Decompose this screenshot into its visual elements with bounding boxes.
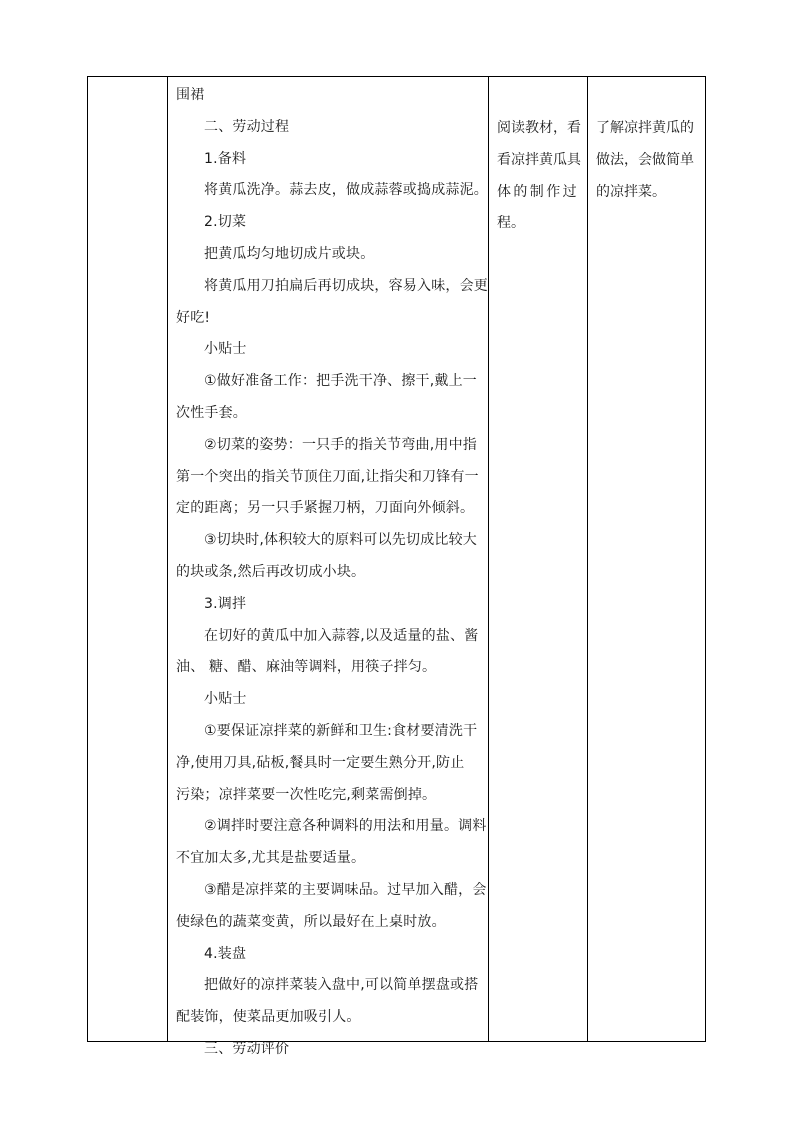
student-activity-cell [489, 77, 588, 1041]
process-line: 次性手套。 [176, 404, 247, 421]
process-line: 将黄瓜洗净。蒜去皮，做成蒜蓉或捣成蒜泥。 [204, 182, 488, 199]
design-intent-line: 了解凉拌黄瓜的 [596, 120, 694, 136]
process-line: 将黄瓜用刀拍扁后再切成块，容易入味，会更 [204, 277, 488, 294]
student-activity-line: 体的制作过 [497, 183, 579, 200]
process-line: ①要保证凉拌菜的新鲜和卫生:食材要清洗干 [204, 722, 478, 739]
process-line: 配装饰，使菜品更加吸引人。 [176, 1009, 361, 1026]
process-line: 把黄瓜均匀地切成片或块。 [204, 245, 375, 262]
step-heading: 3.调拌 [204, 595, 247, 612]
labor-process-cell [168, 77, 489, 1057]
process-line: ②切菜的姿势：一只手的指关节弯曲,用中指 [204, 436, 477, 453]
empty-first-column-cell [88, 77, 167, 1041]
student-activity-line: 程。 [497, 215, 525, 232]
student-activity-line: 看凉拌黄瓜具 [497, 151, 581, 168]
process-line: 定的距离；另一只手紧握刀柄，刀面向外倾斜。 [176, 500, 475, 517]
process-line: 使绿色的蔬菜变黄，所以最好在上桌时放。 [176, 913, 446, 930]
process-line: 油、 糖、醋、麻油等调料，用筷子拌匀。 [176, 659, 437, 676]
process-line: 第一个突出的指关节顶住刀面,让指尖和刀锋有一 [176, 468, 479, 485]
process-line: 好吃! [176, 309, 211, 326]
process-line: 把做好的凉拌菜装入盘中,可以简单摆盘或搭 [204, 977, 479, 994]
student-activity-line: 阅读教材，看 [497, 120, 581, 136]
process-line: 净,使用刀具,砧板,餐具时一定要生熟分开,防止 [176, 754, 465, 771]
process-line: 在切好的黄瓜中加入蒜蓉,以及适量的盐、酱 [204, 627, 479, 644]
tip-heading: 小贴士 [204, 691, 247, 708]
tip-heading: 小贴士 [204, 341, 247, 358]
process-line: 污染；凉拌菜要一次性吃完,剩菜需倒掉。 [176, 786, 437, 803]
design-intent-line: 的凉拌菜。 [596, 183, 666, 200]
process-line: ②调拌时要注意各种调料的用法和用量。调料 [204, 818, 487, 835]
process-line: ③切块时,体积较大的原料可以先切成比较大 [204, 532, 477, 549]
design-intent-line: 做法，会做简单 [596, 151, 694, 168]
design-intent-cell [588, 77, 707, 1041]
process-line: ①做好准备工作：把手洗干净、擦干,戴上一 [204, 373, 477, 390]
step-heading: 1.备料 [204, 150, 247, 167]
step-heading: 2.切菜 [204, 214, 247, 231]
lesson-table [87, 76, 706, 1057]
process-line: 不宜加太多,尤其是盐要适量。 [176, 850, 366, 867]
section-heading: 三、劳动评价 [204, 1040, 290, 1057]
process-line: 围裙 [176, 87, 205, 103]
process-line: ③醋是凉拌菜的主要调味品。过早加入醋，会 [204, 881, 487, 898]
step-heading: 4.装盘 [204, 945, 247, 962]
process-line: 的块或条,然后再改切成小块。 [176, 563, 366, 580]
section-heading: 二、劳动过程 [204, 118, 290, 135]
